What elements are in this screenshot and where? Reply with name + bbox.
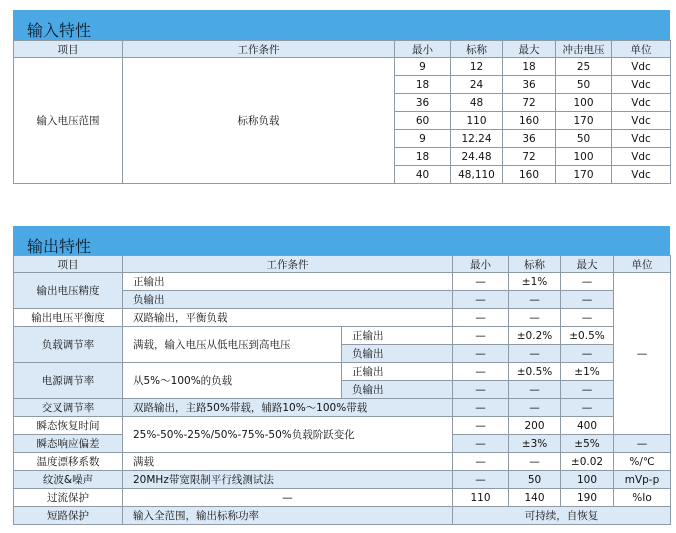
row-label: 纹波&噪声 [14, 471, 123, 489]
cell-nominal: 12 [451, 58, 503, 76]
cell-unit: Vdc [612, 130, 671, 148]
cell-unit: %Io [614, 489, 671, 507]
output-row [14, 489, 671, 507]
cell-nominal: ±0.5% [509, 363, 561, 381]
cell-unit: mVp-p [614, 471, 671, 489]
cell-max: 400 [561, 417, 614, 435]
cell-nominal: — [509, 309, 561, 327]
cell-condition: 满载，输入电压从低电压到高电压 [123, 327, 342, 363]
header-unit: 单位 [612, 41, 671, 58]
output-row [14, 273, 671, 291]
cell-min: 9 [395, 130, 451, 148]
cell-surge: 170 [556, 112, 612, 130]
cell-max: ±5% [561, 435, 614, 453]
cell-nominal: ±0.2% [509, 327, 561, 345]
cell-min: — [453, 399, 509, 417]
output-row [14, 327, 671, 345]
cell-max: — [561, 399, 614, 417]
cell-nominal: ±3% [509, 435, 561, 453]
cell-surge: 100 [556, 148, 612, 166]
output-row [14, 309, 671, 327]
cell-nominal: 200 [509, 417, 561, 435]
header-condition: 工作条件 [123, 41, 395, 58]
cell-max: ±0.5% [561, 327, 614, 345]
cell-condition: 从5%～100%的负载 [123, 363, 342, 399]
cell-min: — [453, 381, 509, 399]
input-section-title: 输入特性 [27, 21, 92, 40]
cell-surge: 50 [556, 130, 612, 148]
cell-nominal: 24 [451, 76, 503, 94]
output-section-header [13, 226, 670, 256]
input-spec-table [13, 40, 671, 184]
row-label: 负载调节率 [14, 327, 123, 363]
input-section-header [13, 10, 670, 41]
cell-min: — [453, 345, 509, 363]
row-label: 输出电压平衡度 [14, 309, 123, 327]
cell-max: 190 [561, 489, 614, 507]
cell-condition: 正输出 [123, 273, 453, 291]
cell-value: 可持续，自恢复 [453, 507, 671, 525]
cell-nominal: — [509, 381, 561, 399]
row-label: 温度漂移系数 [14, 453, 123, 471]
cell-nominal: — [509, 399, 561, 417]
header-surge-voltage: 冲击电压 [556, 41, 612, 58]
cell-condition: 满载 [123, 453, 453, 471]
cell-min: — [453, 309, 509, 327]
row-label: 瞬态响应偏差 [14, 435, 123, 453]
cell-nominal: — [509, 291, 561, 309]
cell-nominal: 48 [451, 94, 503, 112]
cell-nominal: 50 [509, 471, 561, 489]
input-voltage-range-label: 输入电压范围 [14, 58, 123, 184]
input-condition-label: 标称负载 [123, 58, 395, 184]
cell-condition: 双路输出，主路50%带载，辅路10%～100%带载 [123, 399, 453, 417]
cell-subcondition: 负输出 [342, 381, 453, 399]
cell-min: — [453, 327, 509, 345]
output-section-title: 输出特性 [27, 237, 92, 256]
cell-condition: — [123, 489, 453, 507]
header-unit: 单位 [614, 256, 671, 273]
cell-max: ±0.02 [561, 453, 614, 471]
row-label: 交叉调节率 [14, 399, 123, 417]
cell-max: 36 [503, 130, 556, 148]
cell-max: — [561, 273, 614, 291]
input-header-row [14, 41, 671, 58]
cell-min: — [453, 453, 509, 471]
header-min: 最小 [453, 256, 509, 273]
cell-unit: Vdc [612, 94, 671, 112]
header-item: 项目 [14, 256, 123, 273]
output-row [14, 453, 671, 471]
cell-min: — [453, 471, 509, 489]
output-row [14, 507, 671, 525]
output-row [14, 471, 671, 489]
cell-max: — [561, 345, 614, 363]
header-max: 最大 [503, 41, 556, 58]
cell-nominal: — [509, 453, 561, 471]
output-row [14, 363, 671, 381]
cell-max: ±1% [561, 363, 614, 381]
cell-min: 18 [395, 148, 451, 166]
header-item: 项目 [14, 41, 123, 58]
cell-subcondition: 负输出 [342, 345, 453, 363]
cell-subcondition: 正输出 [342, 363, 453, 381]
cell-unit: %/℃ [614, 453, 671, 471]
output-spec-table [13, 255, 671, 525]
cell-min: 110 [453, 489, 509, 507]
shared-unit-cell: — [614, 273, 671, 435]
cell-nominal: ±1% [509, 273, 561, 291]
cell-condition: 输入全范围，输出标称功率 [123, 507, 453, 525]
cell-nominal: 48,110 [451, 166, 503, 184]
cell-min: — [453, 273, 509, 291]
cell-min: — [453, 291, 509, 309]
cell-unit: Vdc [612, 76, 671, 94]
cell-min: 40 [395, 166, 451, 184]
input-row [14, 58, 671, 76]
cell-unit: Vdc [612, 166, 671, 184]
cell-max: 100 [561, 471, 614, 489]
header-condition: 工作条件 [123, 256, 453, 273]
cell-unit: — [614, 435, 671, 453]
cell-max: 72 [503, 94, 556, 112]
cell-min: 60 [395, 112, 451, 130]
cell-subcondition: 正输出 [342, 327, 453, 345]
cell-condition: 20MHz带宽限制平行线测试法 [123, 471, 453, 489]
cell-nominal: — [509, 345, 561, 363]
cell-min: — [453, 363, 509, 381]
cell-max: 160 [503, 112, 556, 130]
cell-min: 18 [395, 76, 451, 94]
cell-min: 9 [395, 58, 451, 76]
cell-min: 36 [395, 94, 451, 112]
cell-max: 18 [503, 58, 556, 76]
cell-surge: 50 [556, 76, 612, 94]
cell-max: 160 [503, 166, 556, 184]
cell-surge: 25 [556, 58, 612, 76]
cell-max: 72 [503, 148, 556, 166]
cell-nominal: 110 [451, 112, 503, 130]
cell-surge: 170 [556, 166, 612, 184]
cell-nominal: 24.48 [451, 148, 503, 166]
row-label: 瞬态恢复时间 [14, 417, 123, 435]
output-header-row [14, 256, 671, 273]
cell-max: — [561, 309, 614, 327]
header-max: 最大 [561, 256, 614, 273]
output-row [14, 399, 671, 417]
row-label: 电源调节率 [14, 363, 123, 399]
header-min: 最小 [395, 41, 451, 58]
cell-min: — [453, 435, 509, 453]
cell-condition: 负输出 [123, 291, 453, 309]
cell-max: — [561, 291, 614, 309]
header-nominal: 标称 [509, 256, 561, 273]
cell-condition: 25%-50%-25%/50%-75%-50%负载阶跃变化 [123, 417, 453, 453]
cell-min: — [453, 417, 509, 435]
cell-nominal: 12.24 [451, 130, 503, 148]
output-row [14, 417, 671, 435]
cell-surge: 100 [556, 94, 612, 112]
cell-unit: Vdc [612, 58, 671, 76]
row-label: 过流保护 [14, 489, 123, 507]
cell-max: — [561, 381, 614, 399]
cell-max: 36 [503, 76, 556, 94]
header-nominal: 标称 [451, 41, 503, 58]
row-label: 短路保护 [14, 507, 123, 525]
cell-unit: Vdc [612, 112, 671, 130]
cell-nominal: 140 [509, 489, 561, 507]
row-label: 输出电压精度 [14, 273, 123, 309]
cell-unit: Vdc [612, 148, 671, 166]
cell-condition: 双路输出，平衡负载 [123, 309, 453, 327]
